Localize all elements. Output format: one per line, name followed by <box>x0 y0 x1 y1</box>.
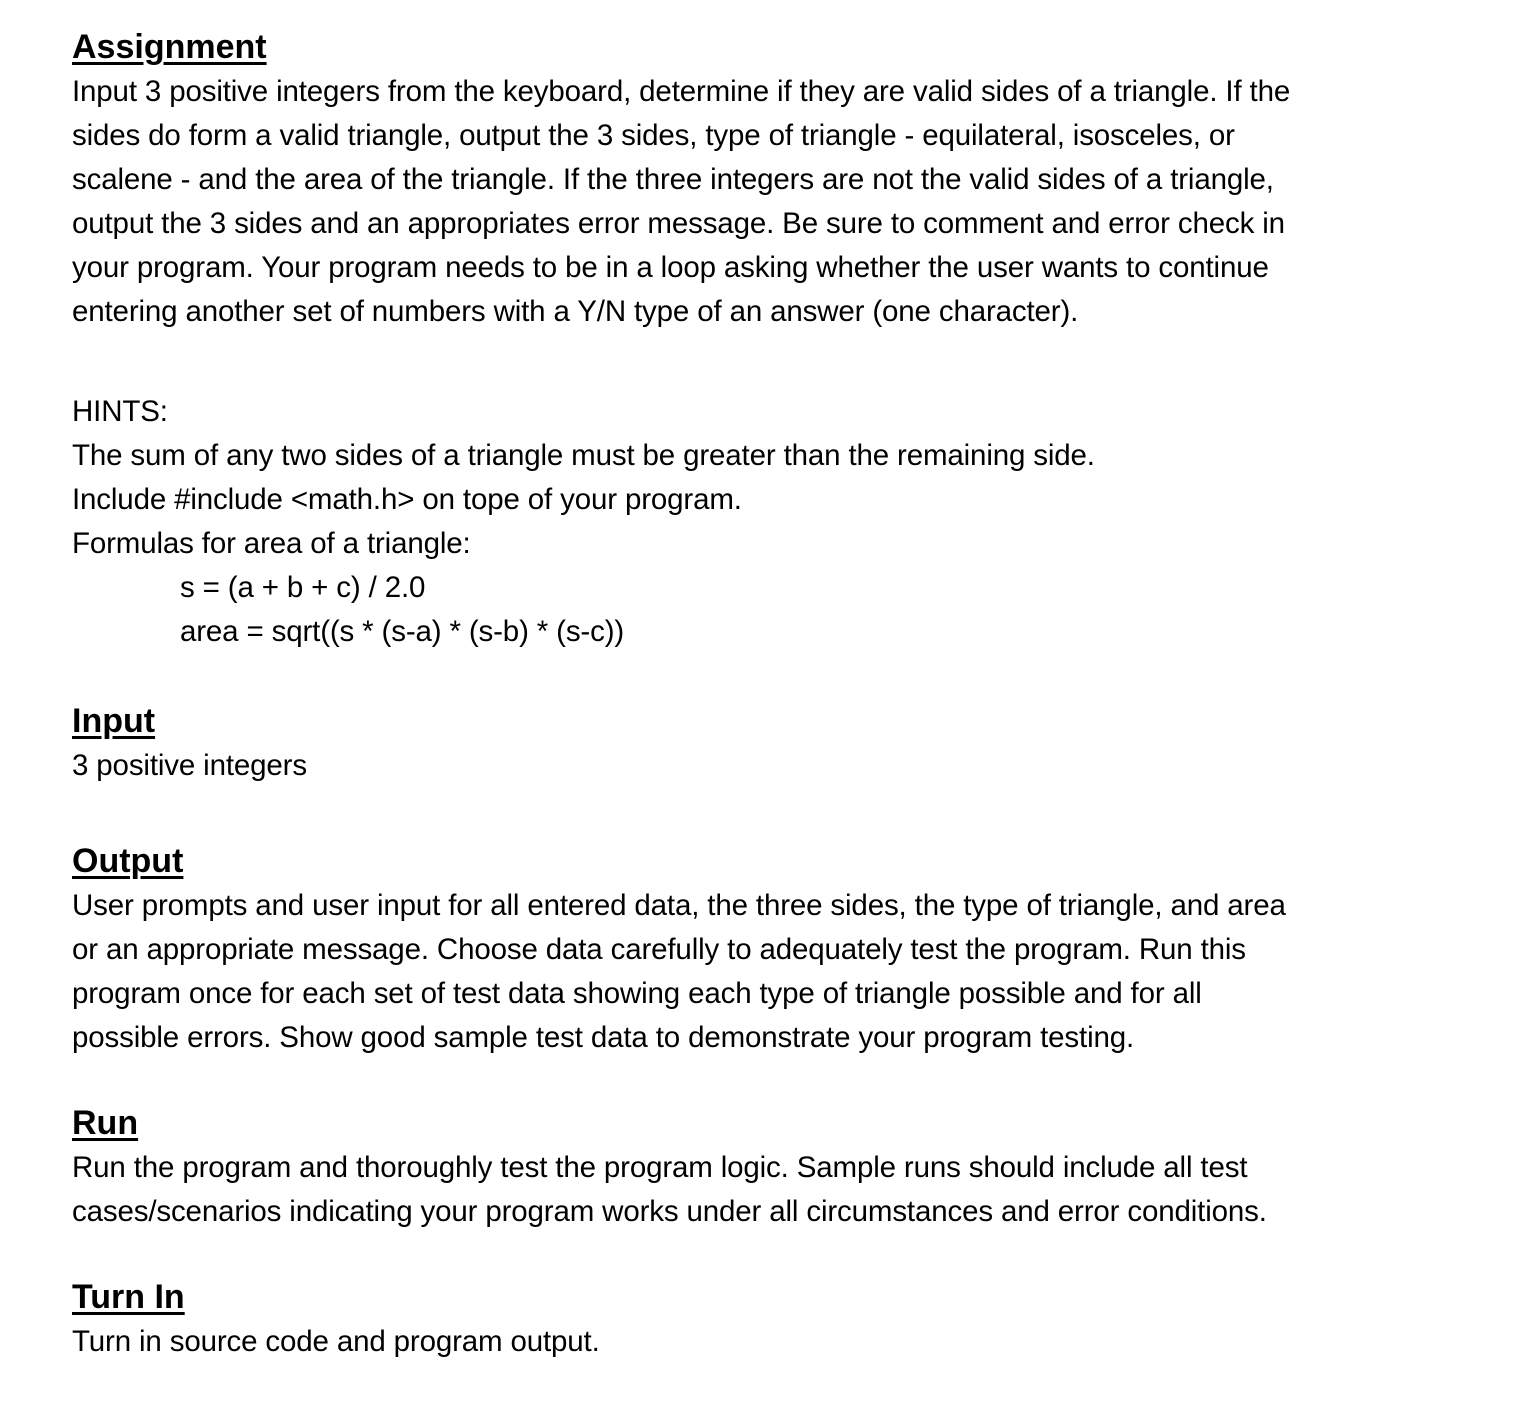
assignment-line: Input 3 positive integers from the keyboard, determine if they are valid sides of a triangle. If the <box>72 75 1291 108</box>
assignment-section <box>72 24 1492 334</box>
spacer <box>72 1234 1492 1274</box>
turn-in-heading: Turn In <box>72 1278 185 1316</box>
formula-area: area = sqrt((s * (s-a) * (s-b) * (s-c)) <box>180 615 625 648</box>
output-line: possible errors. Show good sample test data to demonstrate your program testing. <box>72 1021 1135 1054</box>
formula-semiperimeter: s = (a + b + c) / 2.0 <box>180 571 426 604</box>
run-line: cases/scenarios indicating your program works under all circumstances and error conditions. <box>72 1195 1267 1228</box>
input-line: 3 positive integers <box>72 749 307 782</box>
run-line: Run the program and thoroughly test the program logic. Sample runs should include all test <box>72 1151 1248 1184</box>
output-line: User prompts and user input for all entered data, the three sides, the type of triangle, and area <box>72 889 1286 922</box>
output-line: program once for each set of test data showing each type of triangle possible and for all <box>72 977 1202 1010</box>
assignment-paragraph <box>72 70 1492 334</box>
hints-section <box>72 390 1492 654</box>
run-section <box>72 1100 1492 1234</box>
output-line: or an appropriate message. Choose data carefully to adequately test the program. Run this <box>72 933 1246 966</box>
assignment-line: sides do form a valid triangle, output the 3 sides, type of triangle - equilateral, isosceles, or <box>72 119 1235 152</box>
spacer <box>72 1060 1492 1100</box>
input-section <box>72 698 1492 788</box>
output-heading: Output <box>72 842 184 880</box>
assignment-line: your program. Your program needs to be in a loop asking whether the user wants to continue <box>72 251 1269 284</box>
spacer <box>72 788 1492 838</box>
spacer <box>72 334 1492 390</box>
assignment-line: output the 3 sides and an appropriates error message. Be sure to comment and error check in <box>72 207 1285 240</box>
spacer <box>72 654 1492 698</box>
hint-line: The sum of any two sides of a triangle must be greater than the remaining side. <box>72 439 1095 472</box>
output-section <box>72 838 1492 1060</box>
hint-line: Include #include <math.h> on tope of your program. <box>72 483 742 516</box>
output-paragraph <box>72 884 1492 1060</box>
hints-label: HINTS: <box>72 395 168 428</box>
hint-line: Formulas for area of a triangle: <box>72 527 471 560</box>
assignment-line: entering another set of numbers with a Y/N type of an answer (one character). <box>72 295 1079 328</box>
run-heading: Run <box>72 1104 139 1142</box>
input-heading: Input <box>72 702 156 740</box>
turn-in-section <box>72 1274 1492 1364</box>
turn-in-paragraph <box>72 1320 1492 1364</box>
hints-paragraph <box>72 390 1492 654</box>
run-paragraph <box>72 1146 1492 1234</box>
assignment-heading: Assignment <box>72 28 267 66</box>
assignment-line: scalene - and the area of the triangle. If the three integers are not the valid sides of a triangle, <box>72 163 1274 196</box>
input-paragraph <box>72 744 1492 788</box>
turn-in-line: Turn in source code and program output. <box>72 1325 600 1358</box>
document-page <box>72 24 1492 1364</box>
